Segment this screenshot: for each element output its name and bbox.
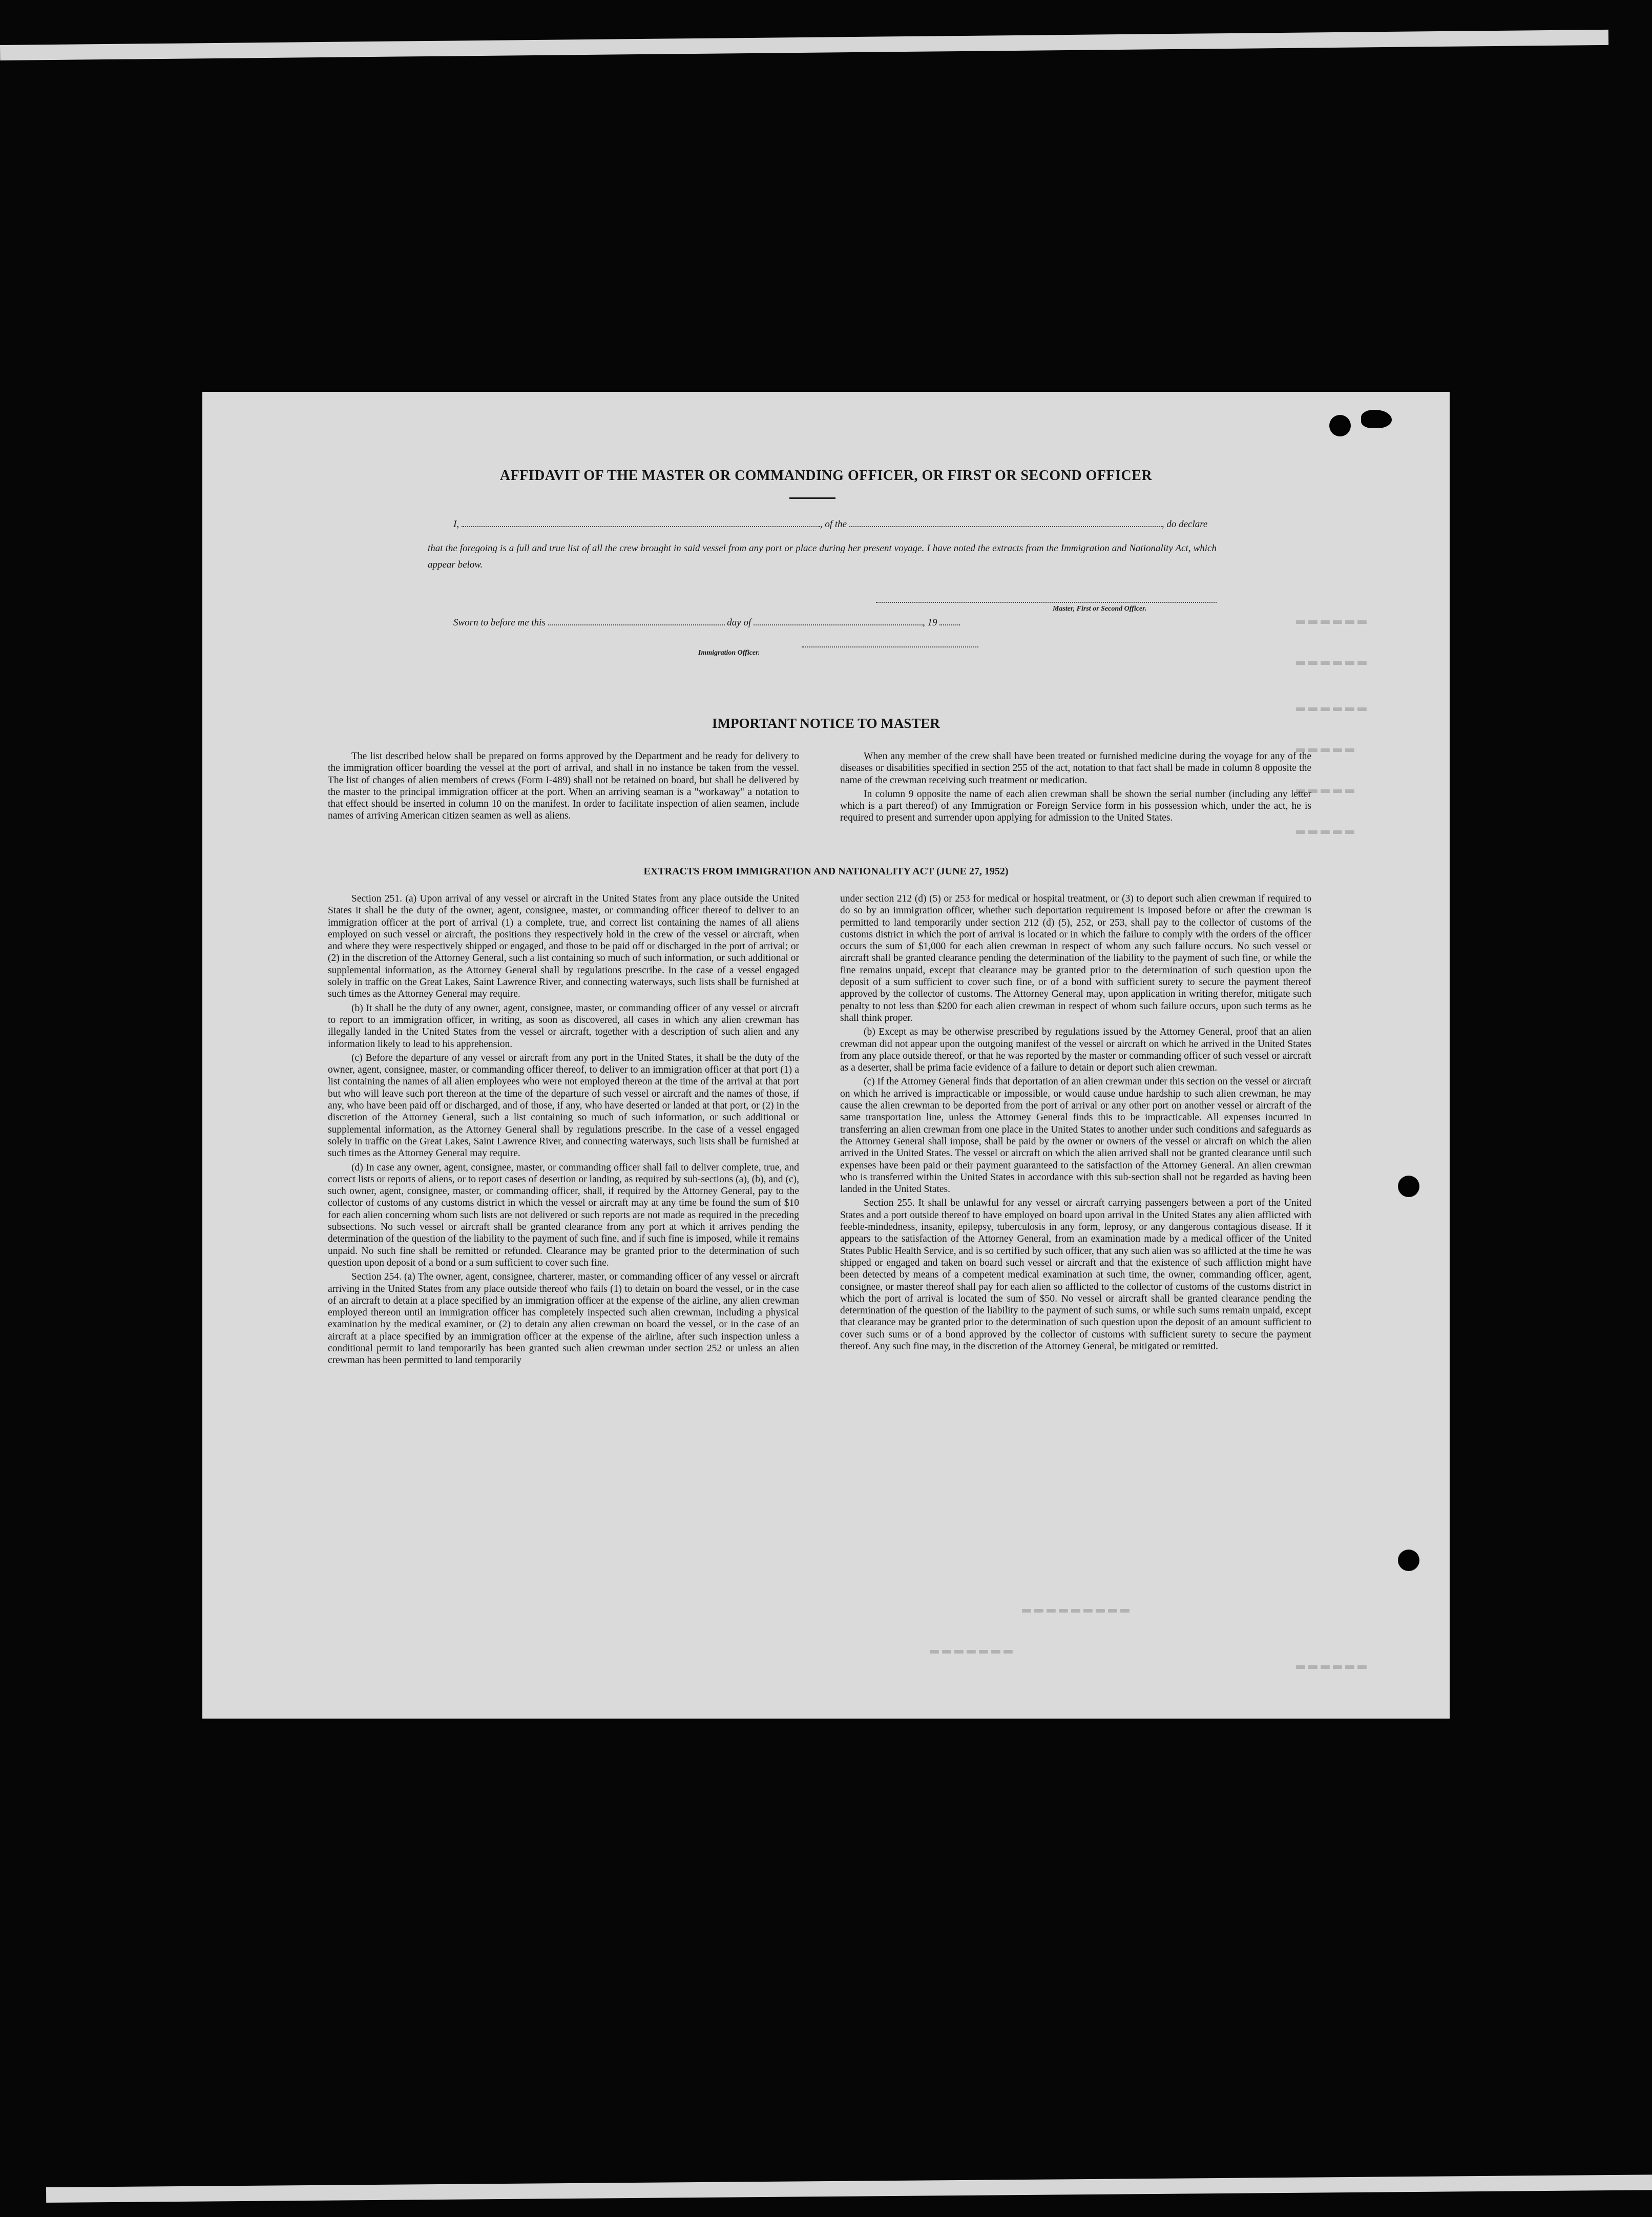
extract-paragraph: (d) In case any owner, agent, consignee, master, or commanding officer shall fail to deliver complete, true, and correct lists or reports of aliens, or to report cases of desertion or landing, as required by sub-sections (a), (b), and (c), such owner, agent, consignee, master, or commanding officer, shall, if required by the Attorney General, pay to the collector of customs of any customs district in which the vessel or aircraft may at any time be found the sum of $10 for each alien concerning whom such lists are not delivered or such reports are not made as required in the preceding subsections. No such vessel or aircraft shall be granted clearance from any port at which it arrives pending the determination of the question of the liability to the payment of such fine, and if such fine is imposed, while it remains unpaid. No such fine shall be remitted or refunded. Clearance may be granted prior to the determination of such question upon deposit of a bond or a sum sufficient to cover such fine. (328, 1162, 799, 1268)
notice-left-column (328, 750, 799, 824)
extract-paragraph: (c) If the Attorney General finds that deportation of an alien crewman under this section on the vessel or aircraft on which he arrived is impracticable or impossible, or would cause undue hardship to such alien crewman, he may cause the alien crewman to be deported from the port of arrival or any other port on another vessel or aircraft of the same transportation line, unless the Attorney General finds this to be impracticable. All expenses incurred in transferring an alien crewman from one place in the United States to another under such conditions and safeguards as the Attorney General shall impose, shall be paid by the owner or owners of the vessel or aircraft on which the alien arrived in the United States. The vessel or aircraft on which the alien arrived shall not be granted clearance until such expenses have been paid or their payment guaranteed to the satisfaction of the Attorney General. An alien crewman who is transferred within the United States in accordance with this sub-section shall not be regarded as having been landed in the United States. (840, 1076, 1311, 1195)
notice-right-column (840, 750, 1311, 826)
declarant-prefix: I, (453, 519, 459, 530)
notice-paragraph: In column 9 opposite the name of each alien crewman shall be shown the serial number (including any letter which is a part thereof) of any Immigration or Foreign Service form in his possession which, under the act, he is required to present and surrender upon applying for admission to the United States. (840, 788, 1311, 824)
extract-paragraph: (b) Except as may be otherwise prescribed by regulations issued by the Attorney General, proof that an alien crewman did not appear upon the outgoing manifest of the vessel or aircraft on which he arrived in the United States from any place outside thereof, or that he was reported by the master or commanding officer of such vessel or aircraft as a deserter, shall be prima facie evidence of a failure to detain or deport such alien crewman. (840, 1027, 1311, 1074)
master-signature-line[interactable] (876, 602, 1217, 603)
extract-paragraph: under section 212 (d) (5) or 253 for medical or hospital treatment, or (3) to deport such alien crewman if required to do so by an immigration officer, whether such deportation requirement is imposed before or after the crewman is permitted to land temporarily under section 212 (d) (5), 252, or 253, shall pay to the collector of customs of the customs district in which the port of arrival is located or in which the failure to comply with the orders of the officer occurs the sum of $1,000 for each alien crewman in respect of whom any such failure occurs. No such vessel or aircraft shall be granted clearance pending the determination of the liability to the payment of such fine, or while the fine remains unpaid, except that clearance may be granted prior to the determination of such question upon the deposit of a sum sufficient to cover such fine, or of a bond with sufficient surety to secure the payment thereof approved by the collector of customs. The Attorney General may, upon application in writing therefor, mitigate such penalty to not less than $200 for each alien crewman in respect of whom such failure occurs, upon such terms as he shall think proper. (840, 893, 1311, 1023)
declaration-text: that the foregoing is a full and true list of all the crew brought in said vessel from any port or place during her present voyage. I have noted the extracts from the Immigration and Nationality Act, which appear below. (428, 543, 1217, 570)
extract-paragraph: Section 254. (a) The owner, agent, consignee, charterer, master, or commanding officer of any vessel or aircraft arriving in the United States from any place outside thereof who fails (1) to detain on board the vessel, or in the case of an aircraft to detain at a place specified by an immigration officer at the expense of the airline, any alien crewman employed thereon until an immigration officer has completely inspected such alien crewman, including a physical examination by the medical examiner, or (2) to detain any alien crewman on board the vessel, or in the case of an aircraft at a place specified by an immigration officer at the expense of the airline, after such inspection unless a conditional permit to land temporarily has been granted such alien crewman under section 252 or unless an alien crewman has been permitted to land temporarily (328, 1271, 799, 1366)
sworn-year-field[interactable] (939, 617, 960, 625)
notice-paragraph: The list described below shall be prepared on forms approved by the Department and be ready for delivery to the immigration officer boarding the vessel at the port of arrival, and shall in no instance be taken from the vessel. The list of changes of alien members of crews (Form I-489) shall not be retained on board, but shall be delivered by the master to the principal immigration officer at the port. When an arriving seaman is a "workaway" a notation to that effect should be inserted in column 10 on the manifest. In order to facilitate inspection of alien seamen, include names of arriving American citizen seamen as well as aliens. (328, 751, 799, 822)
sworn-year-label: , 19 (923, 617, 937, 628)
sworn-month-field[interactable] (754, 617, 923, 625)
extracts-right-column (840, 893, 1311, 1354)
damage-mark (1361, 410, 1392, 428)
vessel-name-field[interactable] (849, 519, 1162, 527)
declare-suffix: , do declare (1161, 519, 1208, 530)
extracts-title: EXTRACTS FROM IMMIGRATION AND NATIONALITY ACT (JUNE 27, 1952) (643, 866, 1009, 877)
sworn-prefix: Sworn to before me this (453, 617, 546, 628)
affidavit-title: AFFIDAVIT OF THE MASTER OR COMMANDING OFFICER, OR FIRST OR SECOND OFFICER (499, 468, 1153, 484)
extracts-left-column (328, 893, 799, 1369)
master-caption: Master, First or Second Officer. (1053, 605, 1147, 613)
punch-hole-middle (1398, 1176, 1419, 1197)
title-rule (789, 497, 835, 499)
film-edge-bottom (46, 2174, 1652, 2203)
sworn-line (453, 617, 960, 629)
officer-signature-line[interactable] (802, 646, 978, 647)
document-page: ▬▬▬▬▬▬ ▬▬▬▬▬▬ ▬▬▬▬▬▬ ▬▬▬▬▬ ▬▬▬▬▬ ▬▬▬▬▬ ▬▬▬▬▬▬ ▬▬▬▬▬▬▬ ▬▬▬▬▬▬▬▬▬ AFFIDAVIT OF THE MASTER OR COMMANDING OFFICER, OR FIRST OR SECOND OFFICER I, , of the , do declare that the foregoing is a full and true list of all the crew brought in said vessel from any port or place during her present voyage. I have noted the extracts from the Immigration and Nationality Act, which appear below. Master, First or Second Officer. Sworn to before me this day of , 19 Immigration Officer. IMPORTANT NOTICE TO MASTER The list described below shall be prepared on forms approved by the Department and be ready for delivery to the immigration officer boarding the vessel at the port of arrival, and shall in no instance be taken from the vessel. The list of changes of alien members of crews (Form I-489) shall not be retained on board, but shall be delivered by the master to the principal immigration officer at the port. When an arriving seaman is a "workaway" a notation to that effect should be inserted in column 10 on the manifest. In order to facilitate inspection of alien seamen, include names of arriving American citizen seamen as well as aliens. When any member of the crew shall have been treated or furnished medicine during the voyage for any of the diseases or disabilities specified in section 255 of the act, notation to that fact shall be made in column 8 opposite the name of the crewman receiving such treatment or medication. In column 9 opposite the name of each alien crewman shall be shown the serial number (including any letter which is a part thereof) of any Immigration or Foreign Service form in his possession which, under the act, he is required to present and surrender upon applying for admission to the United States. EXTRACTS FROM IMMIGRATION AND NATIONALITY ACT (JUNE 27, 1952) Section 251. (a) Upon arrival of any vessel or aircraft in the United States from any place outside the United States it shall be the duty of the owner, agent, consignee, master, or commanding officer thereof to deliver to an immigration officer at the port of arrival (1) a complete, true, and correct list containing the names of all aliens employed on such vessel or aircraft, the positions they respectively hold in the crew of the vessel or aircraft, when and where they were respectively shipped or engaged, and those to be paid off or discharged in the port of arrival; or (2) in the discretion of the Attorney General, such a list containing so much of such information, or such additional or supplemental information, as the Attorney General shall by regulations prescribe. In the case of a vessel engaged solely in traffic on the Great Lakes, Saint Lawrence River, and connecting waterways, such lists shall be furnished at such times as the Attorney General may require. (b) It shall be the duty of any owner, agent, consignee, master, or commanding officer of any vessel or aircraft to report to an immigration officer, in writing, as soon as discovered, all cases in which any alien crewman has illegally landed in the United States from the vessel or aircraft, together with a description of such alien and any information likely to lead to his apprehension. (c) Before the departure of any vessel or aircraft from any port in the United States, it shall be the duty of the owner, agent, consignee, master, or commanding officer thereof, to deliver to an immigration officer at that port (1) a list containing the names of all alien employees who were not employed thereon at the time of the arrival at that port but who will leave such port thereon at the time of the departure of such vessel or aircraft and the names of those, if any, who have been paid off or discharged, and of those, if any, who have deserted or landed at that port, or (2) in the discretion of the Attorney General, such a list containing so much of such information, or such additional or supplemental information, as the Attorney General shall by regulations prescribe. In the case of a vessel engaged solely in traffic on the Great Lakes, Saint Lawrence River, and connecting waterways, such lists shall be furnished at such times as the Attorney General may require. (d) In case any owner, agent, consignee, master, or commanding officer shall fail to deliver complete, true, and correct lists or reports of aliens, or to report cases of desertion or landing, as required by sub-sections (a), (b), and (c), such owner, agent, consignee, master, or commanding officer, shall, if required by the Attorney General, pay to the collector of customs of any customs district in which the vessel or aircraft may at any time be found the sum of $10 for each alien concerning whom such lists are not delivered or such reports are not made as required in the preceding subsections. No such vessel or aircraft shall be granted clearance from any port at which it arrives pending the determination of the question of the liability to the payment of such fine, and if such fine is imposed, while it remains unpaid. No such fine shall be remitted or refunded. Clearance may be granted prior to the determination of such question upon deposit of a bond or a sum sufficient to cover such fine. Section 254. (a) The owner, agent, consignee, charterer, master, or commanding officer of any vessel or aircraft arriving in the United States from any place outside thereof who fails (1) to detain on board the vessel, or in the case of an aircraft to detain at a place specified by an immigration officer at the expense of the airline, any alien crewman employed thereon until an immigration officer has completely inspected such alien crewman, including a physical examination by the medical examiner, or (2) to detain any alien crewman on board the vessel, or in the case of an aircraft at a place specified by an immigration officer at the expense of the airline, after such inspection unless a conditional permit to land temporarily has been granted such alien crewman under section 252 or unless an alien crewman has been permitted to land temporarily under section 212 (d) (5) or 253 for medical or hospital treatment, or (3) to deport such alien crewman if required to do so by an immigration officer, whether such deportation requirement is imposed before or after the crewman is permitted to land temporarily under section 212 (d) (5), 252, or 253, shall pay to the collector of customs of the customs district in which the port of arrival is located or in which the failure to comply with the orders of the officer occurs the sum of $1,000 for each alien crewman in respect of whom any such failure occurs. No such vessel or aircraft shall be granted clearance pending the determination of the liability to the payment of such fine, or while the fine remains unpaid, except that clearance may be granted prior to the determination of such question upon the deposit of a sum sufficient to cover such fine, or of a bond with sufficient surety to secure the payment thereof approved by the collector of customs. The Attorney General may, upon application in writing therefor, mitigate such penalty to not less than $200 for each alien crewman in respect of whom such failure occurs, upon such terms as he shall think proper. (b) Except as may be otherwise prescribed by regulations issued by the Attorney General, proof that an alien crewman did not appear upon the outgoing manifest of the vessel or aircraft on which he arrived in the United States from any place outside thereof, or that he was reported by the master or commanding officer of such vessel or aircraft as a deserter, shall be prima facie evidence of a failure to detain or deport such alien crewman. (c) If the Attorney General finds that deportation of an alien crewman under this section on the vessel or aircraft on which he arrived is impracticable or impossible, or would cause undue hardship to such alien crewman, he may cause the alien crewman to be deported from the port of arrival or any other port on another vessel or aircraft of the same transportation line, unless the Attorney General finds this to be impracticable. All expenses incurred in transferring an alien crewman from one place in the United States to another under such conditions and safeguards as the Attorney General shall impose, shall be paid by the owner or owners of the vessel or aircraft on which the alien arrived in the United States. The vessel or aircraft on which the alien arrived shall not be granted clearance until such expenses have been paid or their payment guaranteed to the satisfaction of the Attorney General. An alien crewman who is transferred within the United States in accordance with this sub-section shall not be regarded as having been landed in the United States. Section 255. It shall be unlawful for any vessel or aircraft carrying passengers between a port of the United States and a port outside thereof to have employed on board upon arrival in the United States any alien afflicted with feeble-mindedness, insanity, epilepsy, tuberculosis in any form, leprosy, or any dangerous contagious disease. If it appears to the satisfaction of the Attorney General, from an examination made by a medical officer of the United States Public Health Service, and is so certified by such officer, that any such alien was so afflicted at the time he was shipped or engaged and taken on board such vessel or aircraft and that the existence of such affliction might have been detected by means of a competent medical examination at such time, the owner, commanding officer, agent, consignee, or master thereof shall pay for each alien so afflicted to the collector of customs of the customs district in which the port of arrival is located the sum of $50. No vessel or aircraft shall be granted clearance pending the determination of the question of the liability to the payment of such sums, or while such sums remain unpaid, except that clearance may be granted prior to the determination of such question upon the deposit of an amount sufficient to cover such sums or of a bond approved by the collector of customs with sufficient surety to secure the payment thereof. Any such fine may, in the discretion of the Attorney General, be mitigated or remitted. (202, 392, 1450, 1719)
notice-paragraph: When any member of the crew shall have been treated or furnished medicine during the voyage for any of the diseases or disabilities specified in section 255 of the act, notation to that fact shall be made in column 8 opposite the name of the crewman receiving such treatment or medication. (840, 751, 1311, 786)
declarant-name-field[interactable] (462, 519, 820, 527)
sworn-day-label: day of (727, 617, 751, 628)
declarant-line (453, 519, 1207, 530)
film-edge-top (0, 30, 1608, 60)
officer-caption: Immigration Officer. (698, 649, 760, 657)
extract-paragraph: (c) Before the departure of any vessel or aircraft from any port in the United States, it shall be the duty of the owner, agent, consignee, master, or commanding officer thereof, to deliver to an immigration officer at that port (1) a list containing the names of all alien employees who were not employed thereon at the time of the arrival at that port but who will leave such port thereon at the time of the departure of such vessel or aircraft and the names of those, if any, who have been paid off or discharged, and of those, if any, who have deserted or landed at that port, or (2) in the discretion of the Attorney General, such a list containing so much of such information, or such additional or supplemental information, as the Attorney General shall by regulations prescribe. In the case of a vessel engaged solely in traffic on the Great Lakes, Saint Lawrence River, and connecting waterways, such lists shall be furnished at such times as the Attorney General may require. (328, 1052, 799, 1159)
extract-paragraph: (b) It shall be the duty of any owner, agent, consignee, master, or commanding officer of any vessel or aircraft to report to an immigration officer, in writing, as soon as discovered, all cases in which any alien crewman has illegally landed in the United States from the vessel or aircraft, together with a description of such alien and any information likely to lead to his apprehension. (328, 1002, 799, 1050)
extract-paragraph: Section 251. (a) Upon arrival of any vessel or aircraft in the United States from any place outside the United States it shall be the duty of the owner, agent, consignee, master, or commanding officer thereof to deliver to an immigration officer at the port of arrival (1) a complete, true, and correct list containing the names of all aliens employed on such vessel or aircraft, the positions they respectively hold in the crew of the vessel or aircraft, when and where they were respectively shipped or engaged, and those to be paid off or discharged in the port of arrival; or (2) in the discretion of the Attorney General, such a list containing so much of such information, or such additional or supplemental information, as the Attorney General shall by regulations prescribe. In the case of a vessel engaged solely in traffic on the Great Lakes, Saint Lawrence River, and connecting waterways, such lists shall be furnished at such times as the Attorney General may require. (328, 893, 799, 1000)
notice-title: IMPORTANT NOTICE TO MASTER (712, 716, 940, 731)
punch-hole-top (1329, 415, 1351, 436)
punch-hole-bottom (1398, 1550, 1419, 1571)
extract-paragraph: Section 255. It shall be unlawful for any vessel or aircraft carrying passengers between a port of the United States and a port outside thereof to have employed on board upon arrival in the United States any alien afflicted with feeble-mindedness, insanity, epilepsy, tuberculosis in any form, leprosy, or any dangerous contagious disease. If it appears to the satisfaction of the Attorney General, from an examination made by a medical officer of the United States Public Health Service, and is so certified by such officer, that any such alien was so afflicted at the time he was shipped or engaged and taken on board such vessel or aircraft and that the existence of such affliction might have been detected by means of a competent medical examination at such time, the owner, commanding officer, agent, consignee, or master thereof shall pay for each alien so afflicted to the collector of customs of the customs district in which the port of arrival is located the sum of $50. No vessel or aircraft shall be granted clearance pending the determination of the question of the liability to the payment of such sums, or while such sums remain unpaid, except that clearance may be granted prior to the determination of such question upon the deposit of an amount sufficient to cover such sums or of a bond approved by the collector of customs with sufficient surety to secure the payment thereof. Any such fine may, in the discretion of the Attorney General, be mitigated or remitted. (840, 1198, 1311, 1352)
sworn-day-field[interactable] (548, 617, 725, 625)
vessel-prefix: , of the (820, 519, 847, 530)
